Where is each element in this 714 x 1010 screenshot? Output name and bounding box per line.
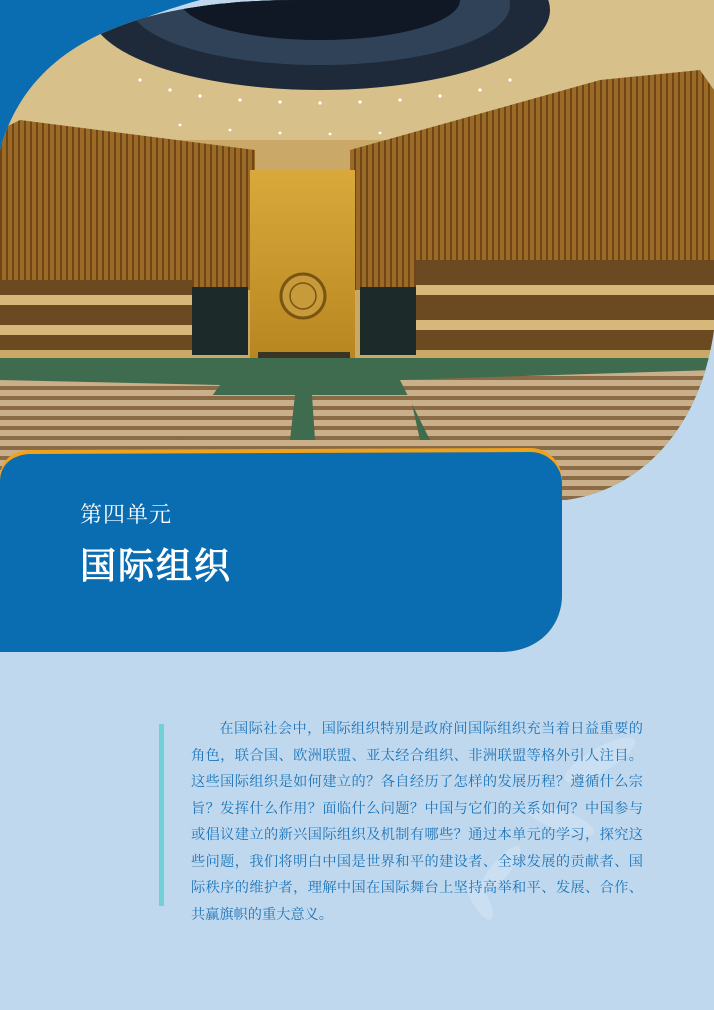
assembly-hall-photo — [0, 0, 714, 500]
intro-paragraph: 在国际社会中，国际组织特别是政府间国际组织充当着日益重要的角色，联合国、欧洲联盟、亚太经合组织、非洲联盟等格外引人注目。这些国际组织是如何建立的？各自经历了怎样的发展历程？遵循什么宗旨？发挥什么作用？面临什么问题？中国与它们的关系如何？中国参与或倡议建立的新兴国际组织及机制有哪些？通过本单元的学习，探究这些问题，我们将明白中国是世界和平的建设者、全球发展的贡献者、国际秩序的维护者，理解中国在国际舞台上坚持高举和平、发展、合作、共赢旗帜的重大意义。 — [191, 721, 643, 923]
unit-number: 第四单元 — [80, 503, 173, 528]
unit-title: 国际组织 — [80, 546, 233, 587]
intro-accent-bar — [159, 724, 164, 906]
